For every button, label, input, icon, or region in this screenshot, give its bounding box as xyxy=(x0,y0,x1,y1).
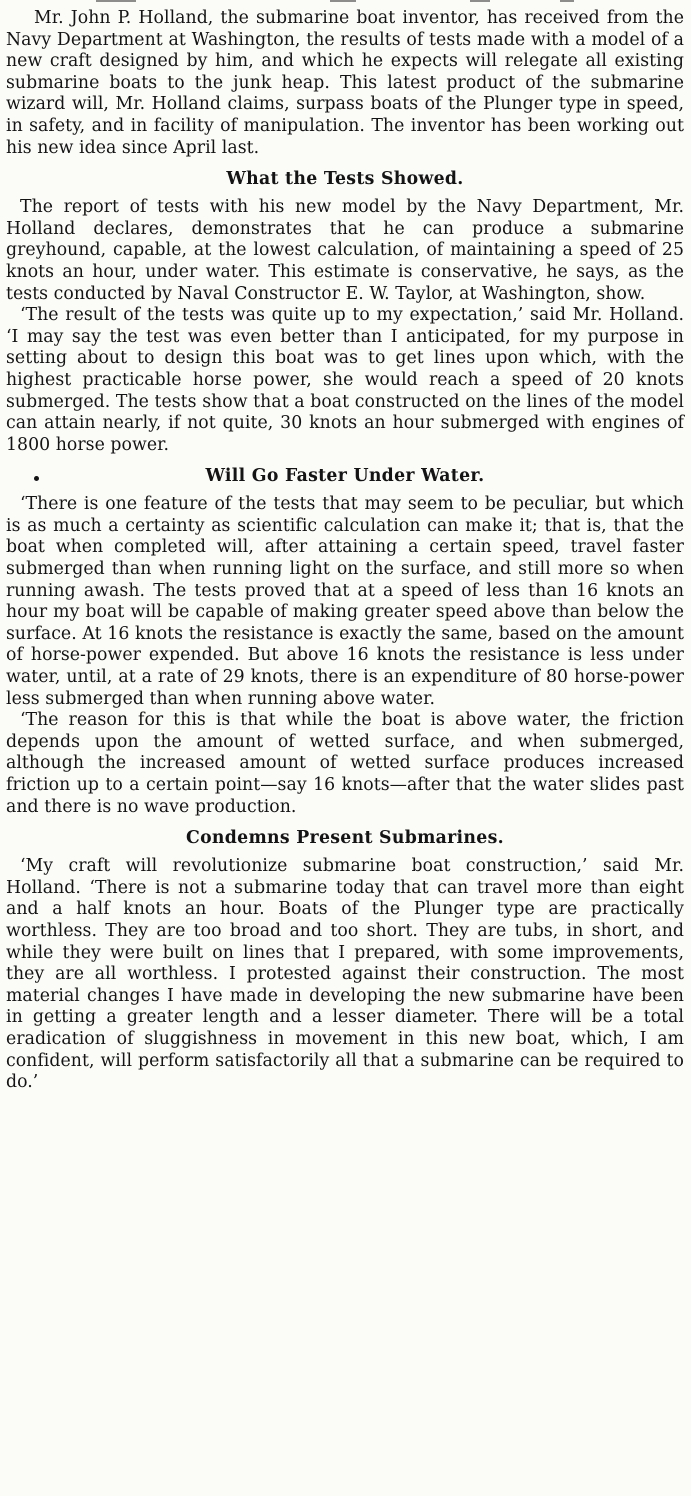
cropped-previous-line xyxy=(0,0,691,8)
article-column xyxy=(6,8,684,1094)
faster-paragraph-2: ‘The reason for this is that while the boat is above water, the friction depends upon the amount of wetted surface, and when submerged, although the increased amount of wetted surface produces increased friction up to a certain point—say 16 knots—after that the water slides past and there is no wave production. xyxy=(6,710,684,817)
section-heading-faster-text: Will Go Faster Under Water. xyxy=(205,466,485,487)
faster-paragraph-1: ‘There is one feature of the tests that may seem to be peculiar, but which is as much a certainty as scientific calculation can make it; that is, that the boat when completed will, after attaining a certain speed, travel faster submerged than when running light on the surface, and still more so when running awash. The tests proved that at a speed of less than 16 knots an hour my boat will be capable of making greater speed above than below the surface. At 16 knots the resistance is exactly the same, based on the amount of horse-power expended. But above 16 knots the resistance is less under water, until, at a rate of 29 knots, there is an expenditure of 80 horse-power less submerged than when running above water. xyxy=(6,494,684,709)
tests-paragraph-1: The report of tests with his new model by the Navy Department, Mr. Holland declares, demonstrates that he can produce a submarine greyhound, capable, at the lowest calculation, of maintaining a speed of 25 knots an hour, under water. This estimate is conservative, he says, as the tests conducted by Naval Constructor E. W. Taylor, at Washington, show. xyxy=(6,197,684,304)
condemns-paragraph-1: ‘My craft will revolutionize submarine boat construction,’ said Mr. Holland. ‘There is not a submarine today that can travel more than eight and a half knots an hour. Boats of the Plunger type are practically worthless. They are too broad and too short. They are tubs, in short, and while they were built on lines that I prepared, with some improvements, they are all worthless. I protested against their construction. The most material changes I have made in developing the new submarine have been in getting a greater length and a lesser diameter. There will be a total eradication of sluggishness in movement in this new boat, which, I am confident, will perform satisfactorily all that a submarine can be required to do.’ xyxy=(6,856,684,1093)
ink-dot xyxy=(34,476,39,481)
tests-paragraph-2: ‘The result of the tests was quite up to my expectation,’ said Mr. Holland. ‘I may say the test was even better than I anticipated, for my purpose in setting about to design this boat was to get lines upon which, with the highest practicable horse power, she would reach a speed of 20 knots submerged. The tests show that a boat constructed on the lines of the model can attain nearly, if not quite, 30 knots an hour submerged with engines of 1800 horse power. xyxy=(6,305,684,455)
section-heading-tests: What the Tests Showed. xyxy=(226,169,464,190)
intro-paragraph: Mr. John P. Holland, the submarine boat inventor, has received from the Navy Department at Washington, the results of tests made with a model of a new craft designed by him, and which he expects will relegate all existing submarine boats to the junk heap. This latest product of the submarine wizard will, Mr. Holland claims, surpass boats of the Plunger type in speed, in safety, and in facility of manipulation. The inventor has been working out his new idea since April last. xyxy=(6,8,684,158)
section-heading-faster xyxy=(6,456,684,494)
section-heading-condemns: Condemns Present Submarines. xyxy=(186,828,504,849)
